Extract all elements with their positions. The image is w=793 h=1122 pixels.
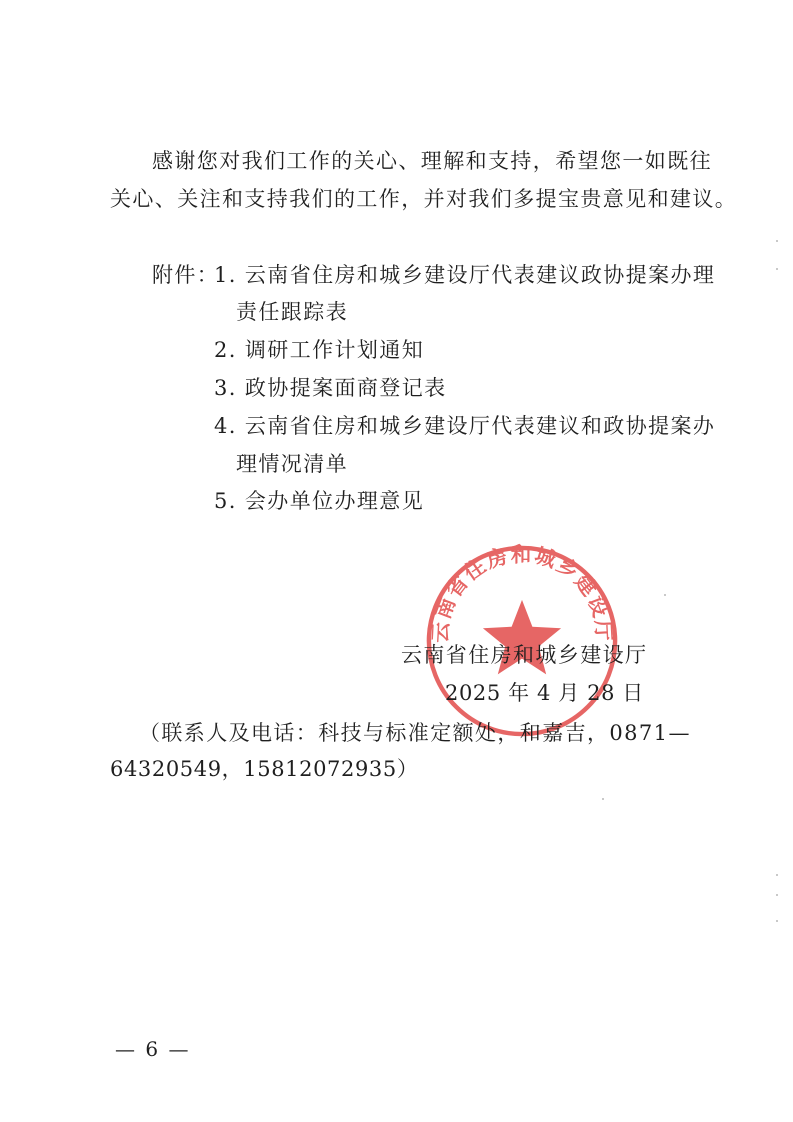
paragraph-line-1: 感谢您对我们工作的关心、理解和支持，希望您一如既往 (152, 149, 712, 173)
scan-speck (664, 594, 666, 596)
attachment-item-3: 3. 政协提案面商登记表 (214, 376, 447, 400)
paragraph-line-2: 关心、关注和支持我们的工作，并对我们多提宝贵意见和建议。 (110, 187, 738, 211)
scan-speck (602, 798, 604, 800)
scan-speck (776, 920, 778, 922)
signature-date: 2025 年 4 月 28 日 (445, 681, 644, 705)
attachments-label: 附件： (152, 263, 220, 287)
contact-line-1: （联系人及电话：科技与标准定额处，和嘉吉，0871— (139, 721, 691, 745)
contact-line-2: 64320549，15812072935） (110, 757, 419, 781)
attachment-item-2: 2. 调研工作计划通知 (214, 338, 425, 362)
scan-speck (776, 874, 778, 876)
attachment-item-4: 4. 云南省住房和城乡建设厅代表建议和政协提案办 (214, 414, 716, 438)
scan-speck (776, 268, 778, 270)
scan-speck (776, 894, 778, 896)
attachment-item-5: 5. 会办单位办理意见 (214, 489, 425, 513)
attachment-item-1: 1. 云南省住房和城乡建设厅代表建议政协提案办理 (214, 263, 716, 287)
stamp-text: 云南省住房和城乡建设厅 (428, 543, 616, 644)
page-number: — 6 — (115, 1037, 191, 1061)
attachment-item-1-continued: 责任跟踪表 (236, 300, 348, 324)
attachment-item-4-continued: 理情况清单 (236, 452, 348, 476)
signature-organization: 云南省住房和城乡建设厅 (401, 643, 648, 667)
scan-speck (776, 240, 778, 242)
